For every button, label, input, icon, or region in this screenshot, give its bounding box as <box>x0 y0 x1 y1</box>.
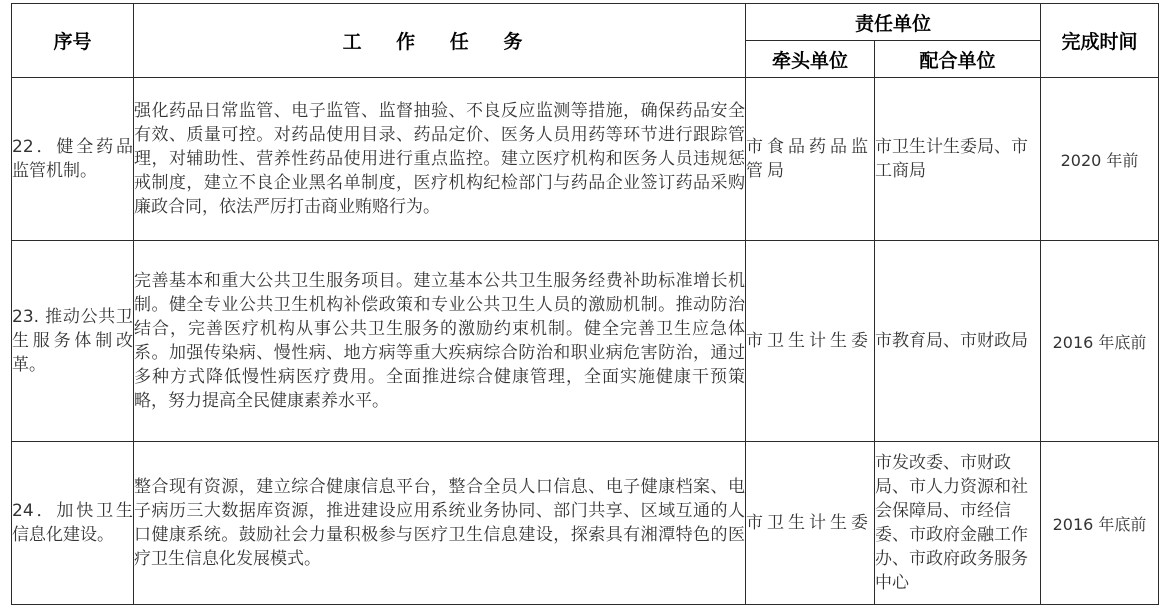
row-coop-unit: 市教育局、市财政局 <box>875 241 1041 442</box>
row-lead-unit: 市食品药品监管局 <box>746 78 875 241</box>
row-time: 2020 年前 <box>1041 78 1159 241</box>
row-no: 22．健全药品监管机制。 <box>12 78 134 241</box>
row-task: 完善基本和重大公共卫生服务项目。建立基本公共卫生服务经费补助标准增长机制。健全专业公共卫生机构补偿政策和专业公共卫生人员的激励机制。推动防治结合，完善医疗机构从事公共卫生服务的激励约束机制。健全完善卫生应急体系。加强传染病、慢性病、地方病等重大疾病综合防治和职业病危害防治，通过多种方式降低慢性病医疗费用。全面推进综合健康管理，全面实施健康干预策略，努力提高全民健康素养水平。 <box>134 241 746 442</box>
row-time: 2016 年底前 <box>1041 442 1159 605</box>
header-responsible-unit: 责任单位 <box>746 4 1041 41</box>
row-coop-unit: 市卫生计生委局、市工商局 <box>875 78 1041 241</box>
row-lead-unit: 市卫生计生委 <box>746 241 875 442</box>
row-coop-unit: 市发改委、市财政局、市人力资源和社会保障局、市经信委、市政府金融工作办、市政府政务服务中心 <box>875 442 1041 605</box>
row-no: 24．加快卫生信息化建设。 <box>12 442 134 605</box>
header-task: 工 作 任 务 <box>134 4 746 78</box>
header-no: 序号 <box>12 4 134 78</box>
row-time: 2016 年底前 <box>1041 241 1159 442</box>
header-row-1 <box>12 4 1159 41</box>
header-lead-unit: 牵头单位 <box>746 41 875 78</box>
row-task: 强化药品日常监管、电子监管、监督抽验、不良反应监测等措施，确保药品安全有效、质量可控。对药品使用目录、药品定价、医务人员用药等环节进行跟踪管理，对辅助性、营养性药品使用进行重点监控。建立医疗机构和医务人员违规惩戒制度，建立不良企业黑名单制度，医疗机构纪检部门与药品企业签订药品采购廉政合同，依法严厉打击商业贿赂行为。 <box>134 78 746 241</box>
row-lead-unit: 市卫生计生委 <box>746 442 875 605</box>
table-row <box>12 241 1159 442</box>
task-table <box>11 3 1159 605</box>
table-row <box>12 78 1159 241</box>
table-row <box>12 442 1159 605</box>
row-task: 整合现有资源，建立综合健康信息平台，整合全员人口信息、电子健康档案、电子病历三大数据库资源，推进建设应用系统业务协同、部门共享、区域互通的人口健康系统。鼓励社会力量积极参与医疗卫生信息建设，探索具有湘潭特色的医疗卫生信息化发展模式。 <box>134 442 746 605</box>
header-coop-unit: 配合单位 <box>875 41 1041 78</box>
row-no: 23. 推动公共卫生服务体制改革。 <box>12 241 134 442</box>
header-completion-time: 完成时间 <box>1041 4 1159 78</box>
